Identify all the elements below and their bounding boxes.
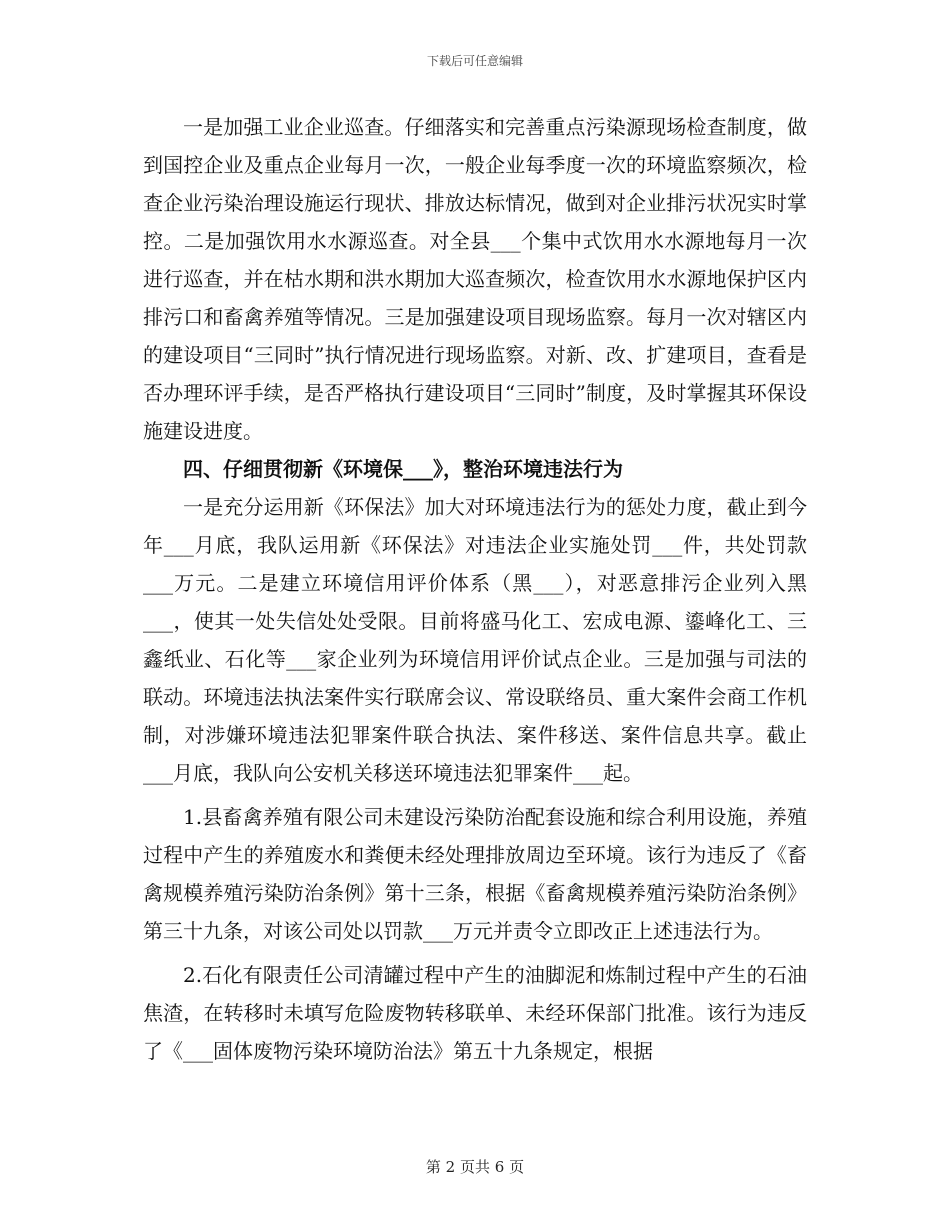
paragraph-enforcement: 一是充分运用新《环保法》加大对环境违法行为的惩处力度，截止到今年___月底，我队运用新《环保法》对违法企业实施处罚___件，共处罚款___万元。二是建立环境信用评价体系（黑___），对恶意排污企业列入黑___，使其一处失信处处受限。目前将盛马化工、宏成电源、鎏峰化工、三鑫纸业、石化等___家企业列为环境信用评价试点企业。三是加强与司法的联动。环境违法执法案件实行联席会议、常设联络员、重大案件会商工作机制，对涉嫌环境违法犯罪案件联合执法、案件移送、案件信息共享。截止___月底，我队向公安机关移送环境违法犯罪案件___起。 [143, 495, 807, 785]
case-item-1: 1.县畜禽养殖有限公司未建设污染防治配套设施和综合利用设施，养殖过程中产生的养殖废水和粪便未经处理排放周边至环境。该行为违反了《畜禽规模养殖污染防治条例》第十三条，根据《畜禽规模养殖污染防治条例》第三十九条，对该公司处以罚款___万元并责令立即改正上述违法行为。 [143, 805, 807, 943]
section-heading-4: 四、仔细贯彻新《环境保___》，整治环境违法行为 [183, 457, 623, 481]
case-item-2: 2.石化有限责任公司清罐过程中产生的油脚泥和炼制过程中产生的石油焦渣，在转移时未填写危险废物转移联单、未经环保部门批准。该行为违反了《___固体废物污染环境防治法》第五十九条规定，根据 [143, 963, 807, 1063]
page-header-note: 下载后可任意编辑 [426, 54, 523, 68]
paragraph-inspection: 一是加强工业企业巡查。仔细落实和完善重点污染源现场检查制度，做到国控企业及重点企业每月一次，一般企业每季度一次的环境监察频次，检查企业污染治理设施运行现状、排放达标情况，做到对企业排污状况实时掌控。二是加强饮用水水源巡查。对全县___个集中式饮用水水源地每月一次进行巡查，并在枯水期和洪水期加大巡查频次，检查饮用水水源地保护区内排污口和畜禽养殖等情况。三是加强建设项目现场监察。每月一次对辖区内的建设项目“三同时”执行情况进行现场监察。对新、改、扩建项目，查看是否办理环评手续，是否严格执行建设项目“三同时”制度，及时掌握其环保设施建设进度。 [143, 115, 807, 443]
document-body [143, 108, 807, 1070]
page-number: 第 2 页共 6 页 [425, 1158, 525, 1176]
